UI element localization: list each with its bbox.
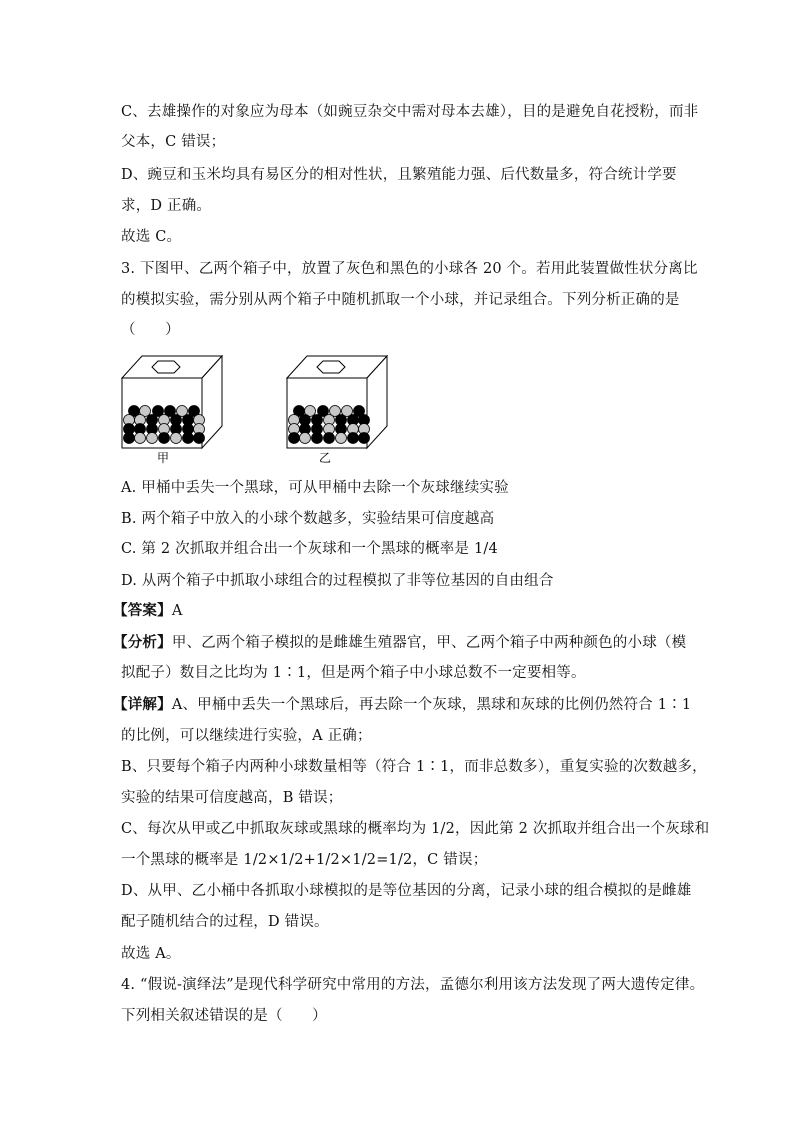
answer-value: A bbox=[171, 603, 183, 619]
detail-line: 实验的结果可信度越高，B 错误； bbox=[121, 790, 343, 806]
black-ball bbox=[312, 433, 323, 444]
text-line: D、豌豆和玉米均具有易区分的相对性状，且繁殖能力强、后代数量多，符合统计学要 bbox=[121, 167, 677, 183]
detail-line: 的比例，可以继续进行实验，A 正确； bbox=[121, 728, 372, 744]
question-3-blank: （ ） bbox=[121, 322, 180, 338]
detail-line: D、从甲、乙小桶中各抓取小球模拟的是等位基因的分离，记录小球的组合模拟的是雌雄 bbox=[121, 883, 692, 899]
detail-line: 配子随机结合的过程，D 错误。 bbox=[121, 914, 329, 930]
answer-tag: 【答案】 bbox=[113, 602, 172, 619]
box-yi bbox=[287, 356, 387, 448]
black-ball bbox=[124, 433, 135, 444]
black-ball bbox=[183, 433, 194, 444]
black-ball bbox=[359, 433, 370, 444]
black-ball bbox=[289, 433, 300, 444]
black-ball bbox=[348, 433, 359, 444]
detail-text: A、甲桶中丢失一个黑球后，再去除一个灰球，黑球和灰球的比例仍然符合 1∶1 bbox=[171, 697, 692, 713]
analysis-text: 甲、乙两个箱子模拟的是雌雄生殖器官，甲、乙两个箱子中两种颜色的小球（模 bbox=[171, 635, 687, 651]
detail-line: C、每次从甲或乙中抓取灰球或黑球的概率均为 1/2，因此第 2 次抓取并组合出一个灰球和 bbox=[121, 821, 710, 837]
question-4-stem: 4. “假说-演绎法”是现代科学研究中常用的方法，孟德尔利用该方法发现了两大遗传定律。 bbox=[121, 977, 705, 993]
analysis-line: 拟配子）数目之比均为 1∶1，但是两个箱子中小球总数不一定要相等。 bbox=[121, 665, 586, 681]
detail-tag: 【详解】 bbox=[113, 696, 172, 713]
question-4-stem: 下列相关叙述错误的是（ ） bbox=[121, 1008, 327, 1024]
detail-line: 故选 A。 bbox=[121, 946, 181, 962]
gray-ball bbox=[135, 433, 146, 444]
question-3-stem: 的模拟实验，需分别从两个箱子中随机抓取一个小球，并记录组合。下列分析正确的是 bbox=[121, 292, 680, 308]
detail-line: 一个黑球的概率是 1/2×1/2+1/2×1/2=1/2，C 错误； bbox=[121, 852, 488, 868]
analysis-line bbox=[113, 633, 686, 653]
box-jia bbox=[122, 356, 222, 448]
text-line: 父本，C 错误； bbox=[121, 134, 226, 150]
detail-line: B、只要每个箱子内两种小球数量相等（符合 1∶1，而非总数多），重复实验的次数越多， bbox=[121, 759, 707, 775]
gray-ball bbox=[336, 433, 347, 444]
gray-ball bbox=[300, 433, 311, 444]
analysis-tag: 【分析】 bbox=[113, 634, 172, 651]
box-label-yi: 乙 bbox=[319, 451, 332, 465]
option-d: D. 从两个箱子中抓取小球组合的过程模拟了非等位基因的自由组合 bbox=[121, 573, 554, 589]
detail-line bbox=[113, 695, 691, 715]
option-c: C. 第 2 次抓取并组合出一个灰球和一个黑球的概率是 1/4 bbox=[121, 541, 498, 557]
black-ball bbox=[324, 433, 335, 444]
box-label-jia: 甲 bbox=[157, 451, 170, 465]
gray-ball bbox=[171, 433, 182, 444]
black-ball bbox=[159, 433, 170, 444]
option-a: A. 甲桶中丢失一个黑球，可从甲桶中去除一个灰球继续实验 bbox=[121, 480, 509, 496]
gray-ball bbox=[147, 433, 158, 444]
text-line: 故选 C。 bbox=[121, 229, 182, 245]
ball-box-figure bbox=[118, 350, 398, 468]
text-line: C、去雄操作的对象应为母本（如豌豆杂交中需对母本去雄），目的是避免自花授粉，而非 bbox=[121, 104, 699, 120]
black-ball bbox=[194, 433, 205, 444]
option-b: B. 两个箱子中放入的小球个数越多，实验结果可信度越高 bbox=[121, 511, 495, 527]
question-3-stem: 3. 下图甲、乙两个箱子中，放置了灰色和黑色的小球各 20 个。若用此装置做性状分离比 bbox=[121, 261, 698, 277]
answer-line bbox=[113, 601, 182, 621]
text-line: 求，D 正确。 bbox=[121, 198, 212, 214]
